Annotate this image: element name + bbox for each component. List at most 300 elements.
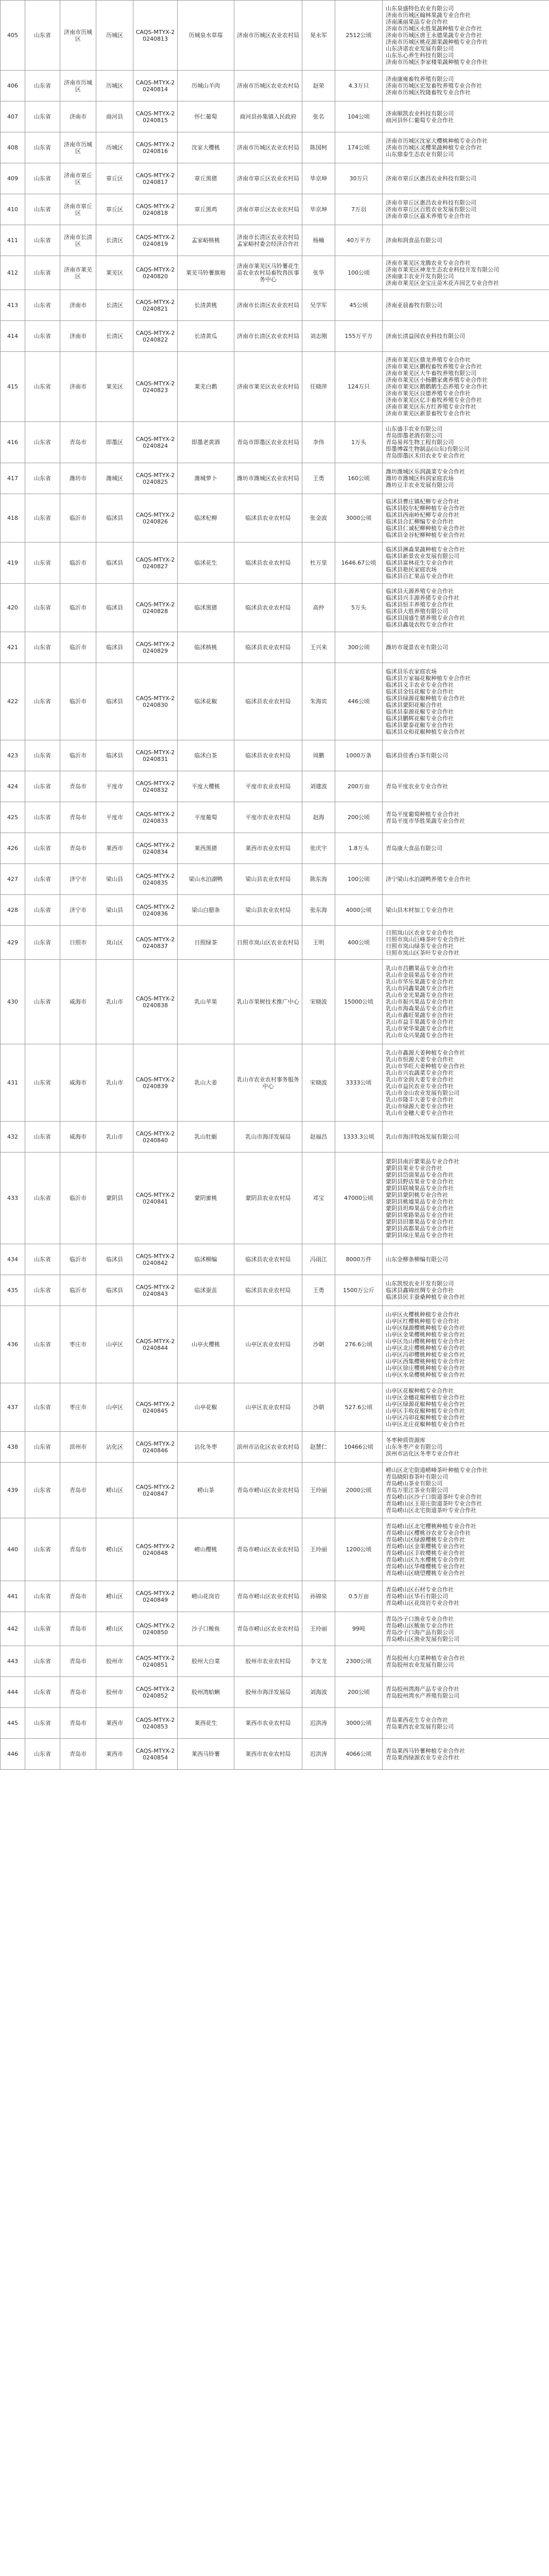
cell-enterprises xyxy=(383,960,549,1044)
enterprise-name: 济南市莱芜区小杨鹏家禽养殖专业合作社 xyxy=(386,377,488,383)
cell-province: 山东省 xyxy=(25,1244,60,1275)
cell-unit: 山亭区农业农村局 xyxy=(234,1306,302,1383)
enterprise-name: 济南市莱芜区金宝庄苗木花卉园艺专业合作社 xyxy=(386,279,499,286)
cell-province: 山东省 xyxy=(25,463,60,494)
enterprise-name: 乳山市恒源大姜专业合作社 xyxy=(386,1056,454,1063)
cell-code: CAQS-MTYX-20240853 xyxy=(133,1708,178,1739)
cell-no: 430 xyxy=(1,960,25,1044)
cell-code: CAQS-MTYX-20240851 xyxy=(133,1646,178,1677)
enterprise-name: 济南市章丘区百胜农业发展有限公司 xyxy=(386,206,476,213)
cell-city: 济南市历城区 xyxy=(60,71,96,101)
cell-scale: 5万头 xyxy=(335,584,383,632)
enterprise-name: 青岛崂山区樱桃谷农业专业合作社 xyxy=(386,1529,471,1536)
cell-product: 怀仁葡萄 xyxy=(178,101,234,132)
cell-city: 济南市章丘区 xyxy=(60,163,96,194)
enterprise-name: 乳山市荣华果蔬专业合作社 xyxy=(386,1025,454,1032)
cell-county: 长清区 xyxy=(96,225,133,256)
cell-scale: 10466公顷 xyxy=(335,1432,383,1463)
cell-no: 418 xyxy=(1,494,25,543)
cell-unit: 平度市农业农村局 xyxy=(234,802,302,833)
table-row xyxy=(1,1518,549,1581)
cell-no: 438 xyxy=(1,1432,25,1463)
enterprise-name: 临沭县大胜养殖有限公司 xyxy=(386,607,448,615)
enterprise-name: 青岛莱西农业发展有限公司 xyxy=(386,1723,454,1730)
enterprise-name: 潍坊市晟景农业有限公司 xyxy=(386,644,448,651)
table-row xyxy=(1,895,549,926)
enterprise-name: 山东金柳条柳编有限公司 xyxy=(386,1256,448,1263)
cell-code: CAQS-MTYX-20240822 xyxy=(133,321,178,352)
cell-province: 山东省 xyxy=(25,1432,60,1463)
cell-city: 青岛市 xyxy=(60,1518,96,1581)
cell-code: CAQS-MTYX-20240824 xyxy=(133,422,178,463)
enterprise-name: 青岛崂山区花岗岩专业合作社 xyxy=(386,1600,459,1606)
cell-code: CAQS-MTYX-20240825 xyxy=(133,463,178,494)
enterprise-name: 日照岚山区农业专业合作社 xyxy=(386,929,454,936)
cell-no: 421 xyxy=(1,632,25,663)
cell-enterprises xyxy=(383,494,549,543)
cell-county: 临沭县 xyxy=(96,543,133,584)
cell-person: 宋晓波 xyxy=(302,1044,335,1122)
cell-county: 乳山市 xyxy=(96,1044,133,1122)
cell-unit: 乳山市农业农村事务服务中心 xyxy=(234,1044,302,1122)
cell-code: CAQS-MTYX-20240852 xyxy=(133,1677,178,1708)
cell-province: 山东省 xyxy=(25,256,60,290)
table-row xyxy=(1,864,549,895)
cell-county: 梁山县 xyxy=(96,895,133,926)
cell-city: 临沂市 xyxy=(60,663,96,740)
cell-province: 山东省 xyxy=(25,1,60,71)
enterprise-name: 临沭县西南岭杞柳专业合作社 xyxy=(386,511,459,518)
enterprise-name: 山亭区徐庄樱桃种植专业合作社 xyxy=(386,1364,465,1371)
cell-code: CAQS-MTYX-20240854 xyxy=(133,1739,178,1770)
enterprise-name: 乳山市金润大姜专业合作社 xyxy=(386,1076,454,1083)
enterprise-name: 青岛崂山区丰收樱桃专业合作社 xyxy=(386,1549,465,1556)
enterprise-name: 济南市莱芜区良德养殖专业合作社 xyxy=(386,390,471,397)
enterprise-name: 潍坊豆丰农业发展有限公司 xyxy=(386,482,454,488)
enterprise-name: 青岛崂山区鲅鱼专业合作社 xyxy=(386,1622,454,1629)
cell-scale: 200万亩 xyxy=(335,771,383,802)
cell-unit: 莱西市农业农村局 xyxy=(234,1708,302,1739)
cell-code: CAQS-MTYX-20240821 xyxy=(133,290,178,321)
cell-province: 山东省 xyxy=(25,960,60,1044)
enterprise-name: 青岛即墨老酒有限公司 xyxy=(386,432,442,439)
cell-person: 张东海 xyxy=(302,895,335,926)
enterprise-name: 济南市历城区唐王永德果蔬专业合作社 xyxy=(386,32,482,39)
cell-person: 王玲丽 xyxy=(302,1518,335,1581)
cell-city: 青岛市 xyxy=(60,1677,96,1708)
cell-unit: 莱西市农业农村局 xyxy=(234,1739,302,1770)
cell-product: 崂山茶 xyxy=(178,1463,234,1518)
enterprise-name: 蒙阴县野店果业专业合作社 xyxy=(386,1178,454,1185)
cell-person: 刘海波 xyxy=(302,1677,335,1708)
cell-person: 王玲丽 xyxy=(302,1463,335,1518)
cell-person: 陈东海 xyxy=(302,864,335,895)
cell-no: 431 xyxy=(1,1044,25,1122)
cell-product: 章丘黑鸡 xyxy=(178,194,234,225)
cell-province: 山东省 xyxy=(25,101,60,132)
enterprise-name: 青岛崂山区沙子口街道茶叶专业合作社 xyxy=(386,1494,482,1500)
enterprise-name: 青岛崂山区晓望樱桃专业合作社 xyxy=(386,1569,465,1577)
cell-unit: 济南市莱芜区农业农村局 xyxy=(234,352,302,422)
enterprise-name: 济南市历城区李家楼果蔬种植专业合作社 xyxy=(386,59,488,65)
table-body xyxy=(1,1,549,1770)
cell-enterprises xyxy=(383,1275,549,1306)
enterprise-name: 乳山市同鑫果蔬专业合作社 xyxy=(386,985,454,992)
enterprise-name: 乳山市金山农业发展有限公司 xyxy=(386,1089,459,1096)
cell-person: 杨楠 xyxy=(302,225,335,256)
enterprise-name: 济南市莱芜区鹅鹅鹅生态养殖专业合作社 xyxy=(386,383,488,390)
enterprise-name: 临沭县绿源花椒种植专业合作社 xyxy=(386,694,465,702)
enterprise-name: 青岛崂山区九水樱桃专业合作社 xyxy=(386,1556,465,1563)
cell-city: 济宁市 xyxy=(60,864,96,895)
cell-no: 415 xyxy=(1,352,25,422)
table-row xyxy=(1,1153,549,1244)
cell-no: 416 xyxy=(1,422,25,463)
enterprise-name: 山东鼎泰生态农业有限公司 xyxy=(386,151,454,158)
enterprise-name: 青岛万里江茶业有限公司 xyxy=(386,1487,448,1494)
enterprise-name: 青岛平度农业专业合作社 xyxy=(386,783,448,790)
cell-unit: 梁山县农业农村局 xyxy=(234,895,302,926)
enterprise-name: 蒙阴县南沂蒙果品专业合作社 xyxy=(386,1158,459,1165)
cell-enterprises xyxy=(383,163,549,194)
enterprise-name: 济南康雍畜牧养殖有限公司 xyxy=(386,76,454,82)
cell-enterprises xyxy=(383,352,549,422)
cell-scale: 3333公顷 xyxy=(335,1044,383,1122)
enterprise-name: 青岛即墨区禾田农业专业合作社 xyxy=(386,452,465,459)
enterprise-name: 青岛崂山区王哥庄街道茶叶专业合作社 xyxy=(386,1500,482,1507)
enterprise-name: 崂山区北宅街道崂峰茶叶种植专业合作社 xyxy=(386,1467,488,1473)
cell-scale: 124万只 xyxy=(335,352,383,422)
cell-product: 章丘黑猪 xyxy=(178,163,234,194)
enterprise-name: 山亭区红樱桃种植专业合作社 xyxy=(386,1317,459,1325)
table-row xyxy=(1,960,549,1044)
cell-scale: 200公顷 xyxy=(335,1677,383,1708)
table-row xyxy=(1,352,549,422)
cell-province: 山东省 xyxy=(25,1612,60,1646)
enterprise-name: 济南市历城区灵樱果蔬种植专业合作社 xyxy=(386,144,482,151)
cell-code: CAQS-MTYX-20240839 xyxy=(133,1044,178,1122)
cell-county: 乳山市 xyxy=(96,1122,133,1153)
cell-unit: 乳山市果树技术推广中心 xyxy=(234,960,302,1044)
enterprise-name: 山亭区北庄花椒种植专业合作社 xyxy=(386,1420,465,1428)
cell-code: CAQS-MTYX-20240829 xyxy=(133,632,178,663)
cell-unit: 济南市历城区农业农村局 xyxy=(234,132,302,163)
enterprise-name: 临沭县鑫锦丝绸专业合作社 xyxy=(386,1287,454,1294)
enterprise-name: 日照市岚山绿茶专业合作社 xyxy=(386,942,454,950)
cell-county: 章丘区 xyxy=(96,194,133,225)
cell-unit: 临沭县农业农村局 xyxy=(234,740,302,771)
enterprise-name: 乳山市鑫源大姜种植专业合作社 xyxy=(386,1049,465,1056)
enterprise-name: 山东乐心养生科技有限公司 xyxy=(386,52,454,59)
enterprise-name: 临沭县义丰农业专业合作社 xyxy=(386,681,454,688)
cell-province: 山东省 xyxy=(25,290,60,321)
cell-unit: 青岛市崂山区农业农村局 xyxy=(234,1463,302,1518)
cell-enterprises xyxy=(383,1383,549,1432)
enterprise-name: 济南市莱芜区神龙生态农业科技开发有限公司 xyxy=(386,266,499,273)
cell-province: 山东省 xyxy=(25,543,60,584)
cell-county: 临沭县 xyxy=(96,1275,133,1306)
enterprise-name: 济南亚晨畜牧有限公司 xyxy=(386,302,442,309)
cell-province: 山东省 xyxy=(25,864,60,895)
cell-city: 日照市 xyxy=(60,926,96,960)
cell-county: 岚山区 xyxy=(96,926,133,960)
cell-city: 临沂市 xyxy=(60,1244,96,1275)
cell-code: CAQS-MTYX-20240827 xyxy=(133,543,178,584)
cell-county: 胶州市 xyxy=(96,1646,133,1677)
cell-product: 长清黄瓜 xyxy=(178,321,234,352)
table-row xyxy=(1,1677,549,1708)
cell-city: 临沂市 xyxy=(60,584,96,632)
enterprise-name: 临沭县民丰蚕桑种植专业合作社 xyxy=(386,1294,465,1300)
cell-person: 王兴来 xyxy=(302,632,335,663)
enterprise-name: 济宁梁山水泊湖鸭养殖专业合作社 xyxy=(386,876,471,883)
cell-product: 梁山白腊条 xyxy=(178,895,234,926)
cell-county: 即墨区 xyxy=(96,422,133,463)
cell-city: 临沂市 xyxy=(60,1275,96,1306)
cell-code: CAQS-MTYX-20240813 xyxy=(133,1,178,71)
enterprise-name: 青岛康大食品有限公司 xyxy=(386,845,442,852)
cell-county: 临沭县 xyxy=(96,584,133,632)
cell-city: 青岛市 xyxy=(60,771,96,802)
cell-code: CAQS-MTYX-20240845 xyxy=(133,1383,178,1432)
cell-product: 崂山樱桃 xyxy=(178,1518,234,1581)
table-row xyxy=(1,256,549,290)
cell-county: 山亭区 xyxy=(96,1383,133,1432)
enterprise-name: 青岛崂山区华石有限公司 xyxy=(386,1593,448,1600)
cell-no: 429 xyxy=(1,926,25,960)
enterprise-name: 临沭县蒙泰花椒专业合作社 xyxy=(386,721,454,728)
enterprise-name: 冬枣种质资源库 xyxy=(386,1437,425,1444)
cell-province: 山东省 xyxy=(25,494,60,543)
cell-scale: 4066公顷 xyxy=(335,1739,383,1770)
cell-product: 山亭花椒 xyxy=(178,1383,234,1432)
cell-city: 青岛市 xyxy=(60,422,96,463)
cell-city: 济南市长清区 xyxy=(60,225,96,256)
cell-unit: 青岛市崂山区农业农村局 xyxy=(234,1612,302,1646)
cell-product: 平度葡萄 xyxy=(178,802,234,833)
cell-county: 莱芜区 xyxy=(96,352,133,422)
cell-scale: 7万羽 xyxy=(335,194,383,225)
cell-scale: 276.6公顷 xyxy=(335,1306,383,1383)
cell-no: 406 xyxy=(1,71,25,101)
cell-product: 梁山水泊湖鸭 xyxy=(178,864,234,895)
cell-county: 莱西市 xyxy=(96,833,133,864)
cell-person: 冯雨江 xyxy=(302,1244,335,1275)
cell-city: 临沂市 xyxy=(60,494,96,543)
enterprise-name: 济南市莱芜区东方红养殖专业合作社 xyxy=(386,403,476,410)
cell-code: CAQS-MTYX-20240832 xyxy=(133,771,178,802)
enterprise-name: 济南市章丘区嘉禾养殖专业合作社 xyxy=(386,213,471,219)
cell-no: 422 xyxy=(1,663,25,740)
enterprise-name: 山东济诺农业发展有限公司 xyxy=(386,45,454,52)
cell-scale: 104公顷 xyxy=(335,101,383,132)
cell-scale: 8000万件 xyxy=(335,1244,383,1275)
enterprise-name: 山亭区绿源花椒种植专业合作社 xyxy=(386,1400,465,1408)
cell-product: 沾化冬枣 xyxy=(178,1432,234,1463)
table-row xyxy=(1,1612,549,1646)
cell-city: 威海市 xyxy=(60,1044,96,1122)
cell-no: 417 xyxy=(1,463,25,494)
enterprise-name: 临沭县国盛生猪养殖专业合作社 xyxy=(386,614,465,621)
cell-enterprises xyxy=(383,290,549,321)
enterprise-name: 青岛胶州农业发展有限公司 xyxy=(386,1661,454,1668)
cell-enterprises xyxy=(383,584,549,632)
cell-scale: 100公顷 xyxy=(335,864,383,895)
cell-city: 青岛市 xyxy=(60,1708,96,1739)
enterprise-name: 临沭县新景农业发展有限公司 xyxy=(386,553,459,560)
cell-no: 424 xyxy=(1,771,25,802)
cell-province: 山东省 xyxy=(25,584,60,632)
enterprise-name: 青岛莱西绿源农业专业合作社 xyxy=(386,1754,459,1761)
cell-city: 滨州市 xyxy=(60,1432,96,1463)
cell-province: 山东省 xyxy=(25,771,60,802)
cell-no: 440 xyxy=(1,1518,25,1581)
cell-code: CAQS-MTYX-20240838 xyxy=(133,960,178,1044)
cell-unit: 临沭县农业农村局 xyxy=(234,632,302,663)
enterprise-name: 济南市历城区翰林果蔬专业合作社 xyxy=(386,12,471,19)
cell-product: 潍城萝卜 xyxy=(178,463,234,494)
cell-unit: 临沭县农业农村局 xyxy=(234,1275,302,1306)
cell-province: 山东省 xyxy=(25,1306,60,1383)
cell-code: CAQS-MTYX-20240831 xyxy=(133,740,178,771)
enterprise-name: 济南市历城区宏发畜牧养殖专业合作社 xyxy=(386,82,482,89)
cell-no: 426 xyxy=(1,833,25,864)
enterprise-name: 临沭县富林花生专业合作社 xyxy=(386,560,454,566)
enterprise-name: 青岛崂山区华楼樱桃专业合作社 xyxy=(386,1563,465,1570)
cell-no: 433 xyxy=(1,1153,25,1244)
enterprise-name: 山亭区北庄樱桃种植专业合作社 xyxy=(386,1344,465,1351)
table-row xyxy=(1,740,549,771)
cell-person: 张金波 xyxy=(302,494,335,543)
cell-no: 405 xyxy=(1,1,25,71)
enterprise-name: 青岛莱西花生专业合作社 xyxy=(386,1716,448,1723)
cell-province: 山东省 xyxy=(25,1518,60,1581)
enterprise-name: 乳山市昌鹏果品专业合作社 xyxy=(386,965,454,972)
enterprise-name: 济南和润食品有限公司 xyxy=(386,237,442,244)
cell-person: 王勇 xyxy=(302,463,335,494)
enterprise-name: 临沭县淋淼果蔬种植专业合作社 xyxy=(386,546,465,553)
table-row xyxy=(1,194,549,225)
enterprise-name: 乳山市海森果品专业合作社 xyxy=(386,1005,454,1012)
enterprise-name: 山亭区水泉樱桃种植专业合作社 xyxy=(386,1371,465,1378)
cell-province: 山东省 xyxy=(25,71,60,101)
cell-no: 443 xyxy=(1,1646,25,1677)
enterprise-name: 临沭县曹庄镇杞柳专业合作社 xyxy=(386,498,459,505)
cell-scale: 4.3万只 xyxy=(335,71,383,101)
cell-enterprises xyxy=(383,132,549,163)
cell-county: 长清区 xyxy=(96,321,133,352)
cell-enterprises xyxy=(383,802,549,833)
cell-scale: 446公顷 xyxy=(335,663,383,740)
cell-unit: 莱西市农业农村局 xyxy=(234,833,302,864)
cell-enterprises xyxy=(383,895,549,926)
enterprise-name: 蒙阴县岱崮果品专业合作社 xyxy=(386,1171,454,1178)
cell-enterprises xyxy=(383,1,549,71)
enterprise-name: 乳山市益丰果蔬专业合作社 xyxy=(386,1019,454,1025)
cell-no: 437 xyxy=(1,1383,25,1432)
cell-province: 山东省 xyxy=(25,1581,60,1612)
cell-enterprises xyxy=(383,1612,549,1646)
cell-scale: 30万只 xyxy=(335,163,383,194)
cell-code: CAQS-MTYX-20240849 xyxy=(133,1581,178,1612)
enterprise-name: 济南市章丘区惠昌农业科技有限公司 xyxy=(386,175,476,182)
cell-person: 毕京坤 xyxy=(302,163,335,194)
cell-product: 莱芜马铃薯旗袍 xyxy=(178,256,234,290)
cell-code: CAQS-MTYX-20240818 xyxy=(133,194,178,225)
table-row xyxy=(1,1044,549,1122)
cell-product: 临沭花生 xyxy=(178,543,234,584)
table-row xyxy=(1,71,549,101)
cell-city: 青岛市 xyxy=(60,1612,96,1646)
enterprise-name: 济南市莱芜区龙腾农业专业合作社 xyxy=(386,259,471,266)
cell-code: CAQS-MTYX-20240835 xyxy=(133,864,178,895)
cell-city: 枣庄市 xyxy=(60,1306,96,1383)
table-row xyxy=(1,926,549,960)
cell-county: 潍城区 xyxy=(96,463,133,494)
cell-province: 山东省 xyxy=(25,1044,60,1122)
cell-province: 山东省 xyxy=(25,1739,60,1770)
cell-person: 赵慧仁 xyxy=(302,1432,335,1463)
cell-enterprises xyxy=(383,422,549,463)
enterprise-name: 临沭县金钰花椒专业合作社 xyxy=(386,688,454,695)
enterprise-name: 山东凯悦农业开发有限公司 xyxy=(386,1280,454,1287)
cell-person: 陈国柯 xyxy=(302,132,335,163)
cell-product: 莱西马铃薯 xyxy=(178,1739,234,1770)
cell-code: CAQS-MTYX-20240847 xyxy=(133,1463,178,1518)
cell-province: 山东省 xyxy=(25,321,60,352)
cell-scale: 1200公顷 xyxy=(335,1518,383,1581)
cell-code: CAQS-MTYX-20240846 xyxy=(133,1432,178,1463)
enterprise-name: 临沭县蒙阳花椒合作社 xyxy=(386,701,442,708)
cell-province: 山东省 xyxy=(25,225,60,256)
cell-unit: 临沭县农业农村局 xyxy=(234,663,302,740)
enterprise-name: 乳山市海洋牧场发展有限公司 xyxy=(386,1133,459,1140)
enterprise-name: 青岛崂山区绿源樱桃专业合作社 xyxy=(386,1536,465,1543)
enterprise-name: 山亭区丰收花椒种植专业合作社 xyxy=(386,1407,465,1414)
cell-province: 山东省 xyxy=(25,1383,60,1432)
cell-city: 潍坊市 xyxy=(60,463,96,494)
cell-unit: 滨州市沾化区农业农村局 xyxy=(234,1432,302,1463)
table-row xyxy=(1,1244,549,1275)
enterprise-name: 蒙阴县联城果品专业合作社 xyxy=(386,1184,454,1192)
cell-code: CAQS-MTYX-20240828 xyxy=(133,584,178,632)
cell-product: 临沭蚕茧 xyxy=(178,1275,234,1306)
enterprise-name: 济南市历城区桃花源果蔬种植专业合作社 xyxy=(386,39,488,45)
cell-city: 济南市历城区 xyxy=(60,132,96,163)
cell-code: CAQS-MTYX-20240816 xyxy=(133,132,178,163)
enterprise-name: 济南溪丽果品专业合作社 xyxy=(386,19,448,25)
table-row xyxy=(1,1122,549,1153)
cell-scale: 100公顷 xyxy=(335,256,383,290)
cell-product: 长清黄桃 xyxy=(178,290,234,321)
cell-person: 张名 xyxy=(302,101,335,132)
enterprise-name: 山东冬枣产业有限公司 xyxy=(386,1444,442,1450)
enterprise-name: 济南市章丘区惠昌农业科技有限公司 xyxy=(386,199,476,206)
cell-scale: 2000公顷 xyxy=(335,1463,383,1518)
cell-no: 442 xyxy=(1,1612,25,1646)
enterprise-name: 蒙阴县坦埠果品专业合作社 xyxy=(386,1205,454,1212)
cell-person: 沙朝 xyxy=(302,1383,335,1432)
cell-city: 青岛市 xyxy=(60,1581,96,1612)
enterprise-name: 临沭县仁诚杞柳种植专业合作社 xyxy=(386,524,465,532)
cell-county: 崂山区 xyxy=(96,1581,133,1612)
enterprise-name: 临沭县众和花椒种植专业合作社 xyxy=(386,728,465,735)
cell-county: 长清区 xyxy=(96,290,133,321)
cell-product: 乳山牡蛎 xyxy=(178,1122,234,1153)
table-row xyxy=(1,663,549,740)
cell-province: 山东省 xyxy=(25,740,60,771)
cell-scale: 155万平方 xyxy=(335,321,383,352)
